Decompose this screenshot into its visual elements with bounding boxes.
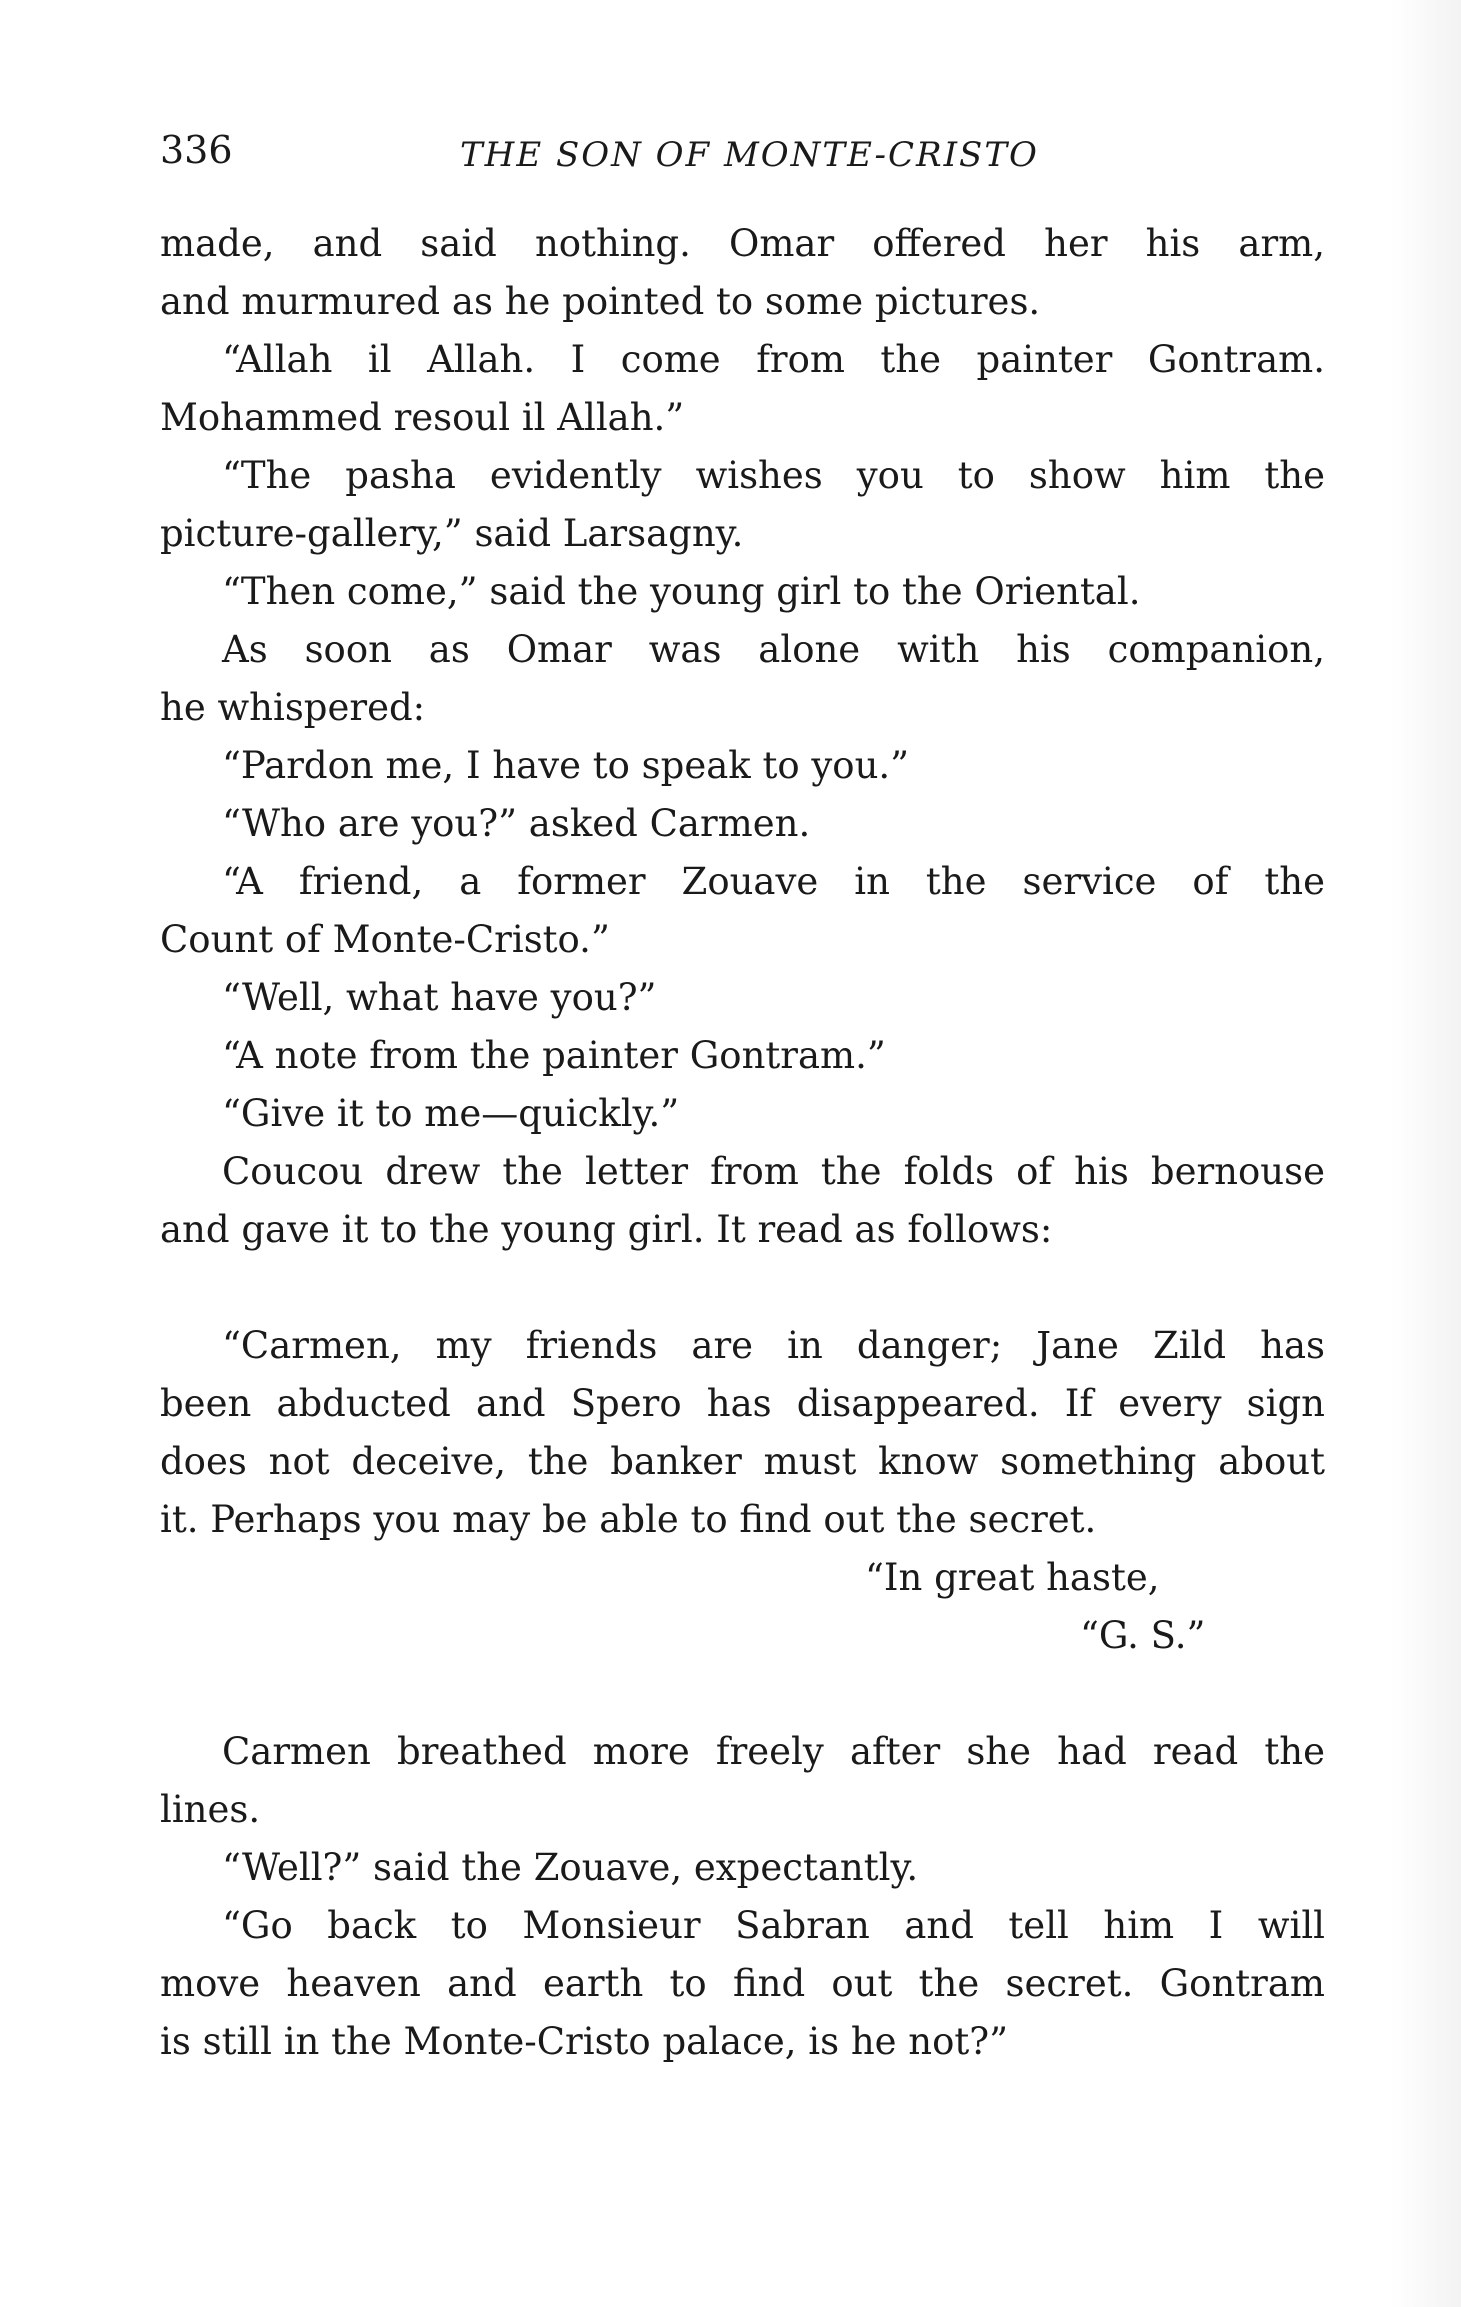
blank-line [160, 1259, 1325, 1317]
text-line: “Pardon me, I have to speak to you.” [222, 744, 910, 787]
text-line: picture-gallery,” said Larsagny. [160, 512, 744, 555]
page-number: 336 [160, 128, 233, 172]
text-line: “Then come,” said the young girl to the Oriental. [222, 570, 1141, 613]
text-line: “Well, what have you?” [222, 976, 657, 1019]
page-edge-shadow [1391, 0, 1461, 2307]
text-line: “Allah il Allah. I come from the painter Gontram. [222, 338, 1325, 381]
running-title: THE SON OF MONTE-CRISTO [460, 135, 1039, 175]
text-line: Mohammed resoul il Allah.” [160, 396, 685, 439]
text-line: Carmen breathed more freely after she had read the [222, 1730, 1325, 1773]
text-line: As soon as Omar was alone with his companion, [222, 628, 1325, 671]
letter-line: been abducted and Spero has disappeared. If every sign [160, 1382, 1325, 1425]
text-line: “Go back to Monsieur Sabran and tell him I will [222, 1904, 1325, 1947]
text-line: move heaven and earth to find out the secret. Gontram [160, 1962, 1325, 2005]
text-line: “A friend, a former Zouave in the service of the [222, 860, 1325, 903]
text-line: “The pasha evidently wishes you to show him the [222, 454, 1325, 497]
letter-signoff: “In great haste, [865, 1556, 1160, 1599]
blank-line [160, 1665, 1325, 1723]
text-line: Coucou drew the letter from the folds of his bernouse [222, 1150, 1325, 1193]
text-line: lines. [160, 1788, 261, 1831]
text-line: Count of Monte-Cristo.” [160, 918, 610, 961]
text-line: made, and said nothing. Omar offered her his arm, [160, 222, 1325, 265]
text-line: “A note from the painter Gontram.” [222, 1034, 886, 1077]
text-line: and gave it to the young girl. It read as follows: [160, 1208, 1053, 1251]
body-text [160, 215, 1325, 2071]
letter-line: does not deceive, the banker must know something about [160, 1440, 1325, 1483]
letter-line: “Carmen, my friends are in danger; Jane Zild has [222, 1324, 1325, 1367]
text-line: he whispered: [160, 686, 426, 729]
letter-line: it. Perhaps you may be able to find out the secret. [160, 1498, 1097, 1541]
text-line: “Who are you?” asked Carmen. [222, 802, 811, 845]
text-line: “Well?” said the Zouave, expectantly. [222, 1846, 919, 1889]
text-line: “Give it to me—quickly.” [222, 1092, 680, 1135]
text-line: is still in the Monte-Cristo palace, is he not?” [160, 2020, 1009, 2063]
letter-signature: “G. S.” [1080, 1614, 1206, 1657]
text-line: and murmured as he pointed to some pictures. [160, 280, 1041, 323]
